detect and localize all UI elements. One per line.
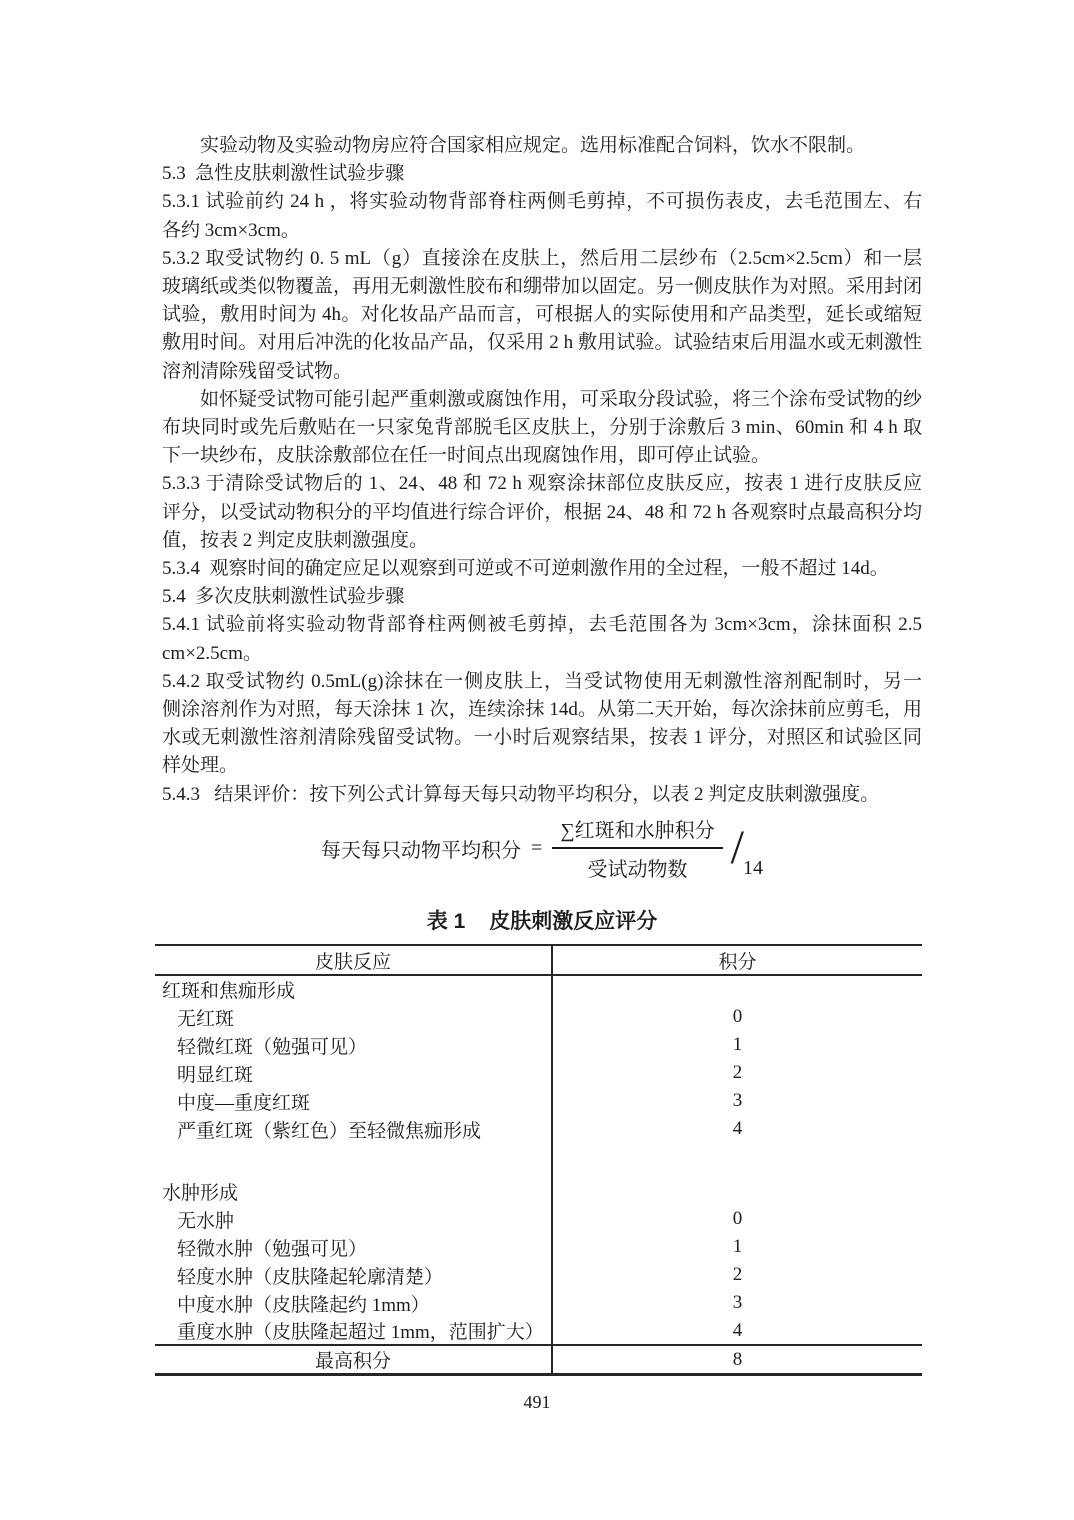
body-line: 溶剂清除残留受试物。 <box>162 360 353 382</box>
body-line: 侧涂溶剂作为对照，每天涂抹 1 次，连续涂抹 14d。从第二天开始，每次涂抹前应剪毛，用 <box>162 699 922 721</box>
row-score: 2 <box>552 1261 922 1289</box>
table-row <box>155 1003 922 1031</box>
body-line: 5.4.2 取受试物约 0.5mL(g)涂抹在一侧皮肤上，当受试物使用无刺激性溶剂配制时，另一 <box>162 670 922 692</box>
page-number: 491 <box>523 1392 551 1412</box>
column-header-score: 积分 <box>552 945 922 975</box>
daily-average-score-formula <box>162 814 922 882</box>
body-line: 水或无刺激性溶剂清除残留受试物。一小时后观察结果，按表 1 评分，对照区和试验区同 <box>162 727 922 749</box>
body-line: 试验，敷用时间为 4h。对化妆品产品而言，可根据人的实际使用和产品类型，延长或缩短 <box>162 304 922 326</box>
table-row <box>155 1143 922 1177</box>
body-line: 下一块纱布，皮肤涂敷部位在任一时间点出现腐蚀作用，即可停止试验。 <box>162 445 771 467</box>
body-line: 5.4.1 试验前将实验动物背部脊柱两侧被毛剪掉，去毛范围各为 3cm×3cm，涂抹面积 2.5 <box>162 614 922 636</box>
row-label: 无红斑 <box>177 1008 235 1030</box>
table-caption-title: 皮肤刺激反应评分 <box>489 910 658 933</box>
body-line: 值，按表 2 判定皮肤刺激强度。 <box>162 529 429 551</box>
body-line: 5.3.3 于清除受试物后的 1、24、48 和 72 h 观察涂抹部位皮肤反应，按表 1 进行皮肤反应 <box>162 473 922 495</box>
row-score: 3 <box>552 1087 922 1115</box>
table-row <box>155 1031 922 1059</box>
max-score-label: 最高积分 <box>155 1345 552 1375</box>
body-line: 5.4 多次皮肤刺激性试验步骤 <box>162 586 405 608</box>
table-header-row <box>155 945 922 975</box>
row-label <box>155 1143 552 1177</box>
row-score: 4 <box>552 1317 922 1345</box>
body-line: 实验动物及实验动物房应符合国家相应规定。选用标准配合饲料，饮水不限制。 <box>200 135 866 156</box>
row-score <box>552 975 922 1003</box>
body-line: 各约 3cm×3cm。 <box>162 219 300 241</box>
table-row <box>155 1233 922 1261</box>
row-label: 无水肿 <box>177 1210 235 1232</box>
row-score: 3 <box>552 1289 922 1317</box>
body-line: 布块同时或先后敷贴在一只家兔背部脱毛区皮肤上，分别于涂敷后 3 min、60min 和 4 h 取 <box>162 417 922 439</box>
row-label: 轻度水肿（皮肤隆起轮廓清楚） <box>177 1266 444 1288</box>
row-score: 2 <box>552 1059 922 1087</box>
row-label: 轻微水肿（勉强可见） <box>177 1238 368 1260</box>
row-score: 4 <box>552 1115 922 1143</box>
body-line: 评分，以受试动物积分的平均值进行综合评价，根据 24、48 和 72 h 各观察时点最高积分均 <box>162 501 922 523</box>
column-header-skin-reaction: 皮肤反应 <box>155 945 552 975</box>
formula-equals-sign: = <box>531 836 543 859</box>
fraction-denominator: 受试动物数 <box>587 859 688 881</box>
table-caption <box>162 905 922 935</box>
body-line: 5.3.4 观察时间的确定应足以观察到可逆或不可逆刺激作用的全过程，一般不超过 14d。 <box>162 558 889 580</box>
max-score-value: 8 <box>552 1345 922 1375</box>
table-row <box>155 1177 922 1205</box>
row-score: 0 <box>552 1205 922 1233</box>
body-line: 样处理。 <box>162 755 239 777</box>
table-row <box>155 1115 922 1143</box>
row-score: 0 <box>552 1003 922 1031</box>
row-label: 轻微红斑（勉强可见） <box>177 1036 368 1058</box>
formula-fraction <box>552 814 722 882</box>
table-row <box>155 975 922 1003</box>
table-row <box>155 1087 922 1115</box>
table-row <box>155 1289 922 1317</box>
row-label: 水肿形成 <box>162 1182 239 1204</box>
row-score <box>552 1177 922 1205</box>
table-row <box>155 1205 922 1233</box>
body-line: 5.3 急性皮肤刺激性试验步骤 <box>162 163 405 185</box>
row-label: 红斑和焦痂形成 <box>162 981 296 1002</box>
body-line: cm×2.5cm。 <box>162 642 262 664</box>
table-body <box>155 975 922 1345</box>
skin-reaction-score-table <box>155 944 922 1376</box>
body-line: 玻璃纸或类似物覆盖，再用无刺激性胶布和绷带加以固定。另一侧皮肤作为对照。采用封闭 <box>162 276 923 298</box>
body-line: 5.3.2 取受试物约 0. 5 mL（g）直接涂在皮肤上，然后用二层纱布（2.5cm×2.5cm）和一层 <box>162 247 922 269</box>
formula-divisor: 14 <box>742 857 763 879</box>
body-text <box>162 132 922 809</box>
table-row <box>155 1317 922 1345</box>
body-line: 5.3.1 试验前约 24 h ，将实验动物背部脊柱两侧毛剪掉，不可损伤表皮，去毛范围左、右 <box>162 191 922 213</box>
row-label: 中度—重度红斑 <box>177 1092 311 1114</box>
body-line: 如怀疑受试物可能引起严重刺激或腐蚀作用，可采取分段试验，将三个涂布受试物的纱 <box>200 388 923 410</box>
row-label: 明显红斑 <box>177 1064 254 1086</box>
row-score: 1 <box>552 1233 922 1261</box>
formula-lhs: 每天每只动物平均积分 <box>321 839 522 862</box>
body-line: 5.4.3 结果评价：按下列公式计算每天每只动物平均积分，以表 2 判定皮肤刺激强度。 <box>162 783 880 805</box>
row-score: 1 <box>552 1031 922 1059</box>
table-row <box>155 1059 922 1087</box>
body-line: 敷用时间。对用后冲洗的化妆品产品，仅采用 2 h 敷用试验。试验结束后用温水或无刺激性 <box>162 332 922 354</box>
row-label: 重度水肿（皮肤隆起超过 1mm，范围扩大） <box>177 1322 544 1343</box>
division-slash-icon: / <box>730 820 744 874</box>
row-score <box>552 1143 922 1177</box>
table-row <box>155 1261 922 1289</box>
table-footer-row <box>155 1345 922 1375</box>
table-caption-label: 表 1 <box>426 910 466 933</box>
fraction-numerator: ∑红斑和水肿积分 <box>552 814 722 849</box>
row-label: 严重红斑（紫红色）至轻微焦痂形成 <box>177 1120 482 1142</box>
row-label: 中度水肿（皮肤隆起约 1mm） <box>177 1294 430 1316</box>
